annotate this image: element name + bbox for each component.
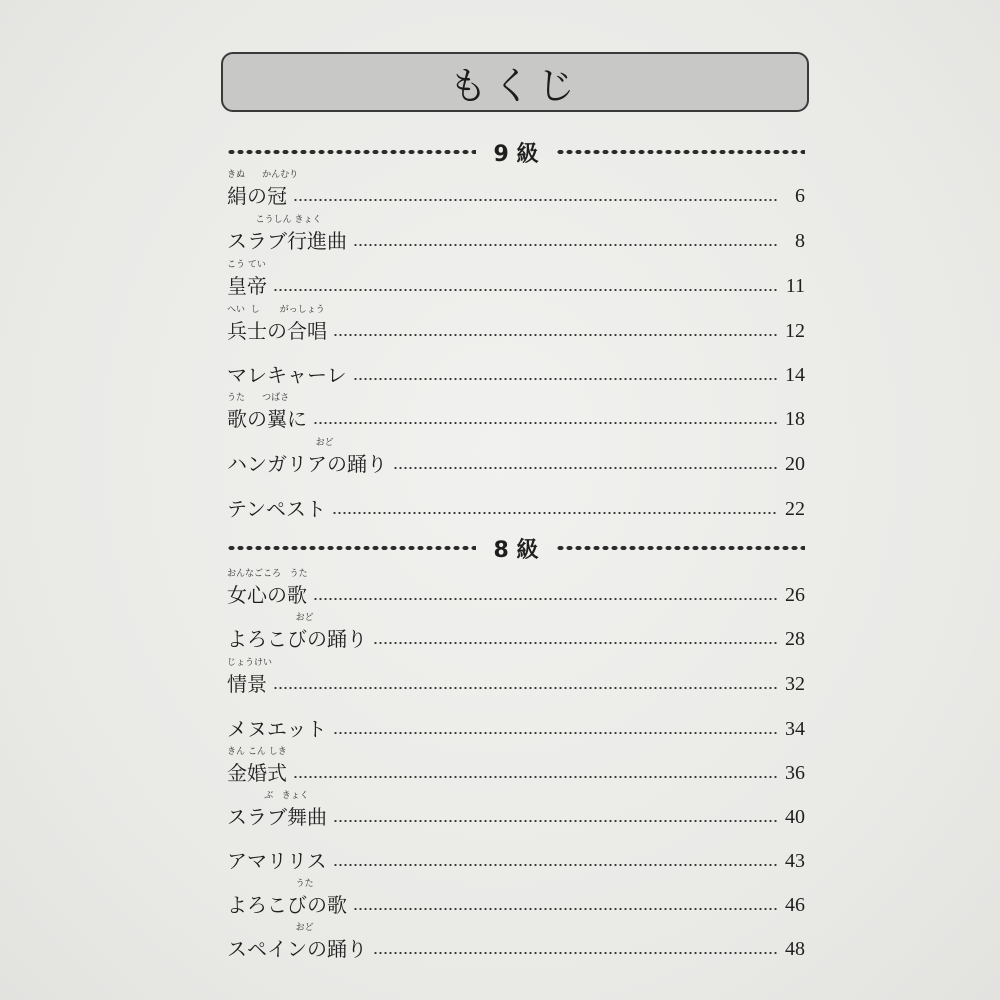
- entry-title: 金婚式: [227, 761, 287, 785]
- dot-leader: [353, 243, 777, 247]
- dot-leader: [313, 597, 777, 601]
- entry-title: 歌の翼に: [227, 407, 307, 431]
- entry-title: スラブ行進曲: [227, 229, 347, 253]
- toc-entry[interactable]: [227, 873, 805, 917]
- page-number: 32: [785, 673, 805, 695]
- entry-title: テンペスト: [227, 497, 326, 521]
- furigana: おど: [227, 438, 334, 448]
- entry-title: 兵士の合唱: [227, 319, 327, 343]
- dot-leader: [293, 775, 777, 779]
- furigana: おど: [227, 923, 314, 933]
- dot-leader: [313, 421, 777, 425]
- furigana: きん こん しき: [227, 747, 287, 757]
- entry-title: アマリリス: [227, 849, 327, 873]
- toc-entry[interactable]: [227, 209, 805, 253]
- furigana: きぬ かんむり: [227, 170, 299, 180]
- page-number: 12: [785, 320, 805, 342]
- page-number: 26: [785, 584, 805, 606]
- entry-title: 皇帝: [227, 274, 267, 298]
- toc-entry[interactable]: [227, 917, 805, 961]
- page-number: 22: [785, 498, 805, 520]
- page-number: 18: [785, 408, 805, 430]
- page-number: 43: [785, 850, 805, 872]
- entry-title: 情景: [227, 672, 267, 696]
- furigana: こう てい: [227, 260, 266, 270]
- dot-leader: [333, 863, 777, 867]
- grade-heading-9: [227, 137, 805, 167]
- furigana: うた: [227, 879, 314, 889]
- entry-title: よろこびの踊り: [227, 627, 367, 651]
- entry-title: ハンガリアの踊り: [227, 452, 387, 476]
- toc-entry[interactable]: [227, 254, 805, 298]
- furigana: おんなごころ うた: [227, 569, 308, 579]
- page-number: 6: [795, 185, 805, 207]
- dot-leader: [273, 686, 777, 690]
- entry-title: スラブ舞曲: [227, 805, 327, 829]
- furigana: うた つばさ: [227, 393, 290, 403]
- wave-divider-right: [556, 544, 805, 552]
- page-number: 14: [785, 364, 805, 386]
- furigana: へい し がっしょう: [227, 305, 325, 315]
- page-number: 20: [785, 453, 805, 475]
- toc-entry[interactable]: [227, 652, 805, 696]
- dot-leader: [333, 333, 777, 337]
- page-number: 48: [785, 938, 805, 960]
- entry-title: 女心の歌: [227, 583, 307, 607]
- toc-entry[interactable]: [227, 785, 805, 829]
- furigana: じょうけい: [227, 658, 273, 668]
- toc-entry[interactable]: [227, 477, 805, 521]
- dot-leader: [353, 907, 777, 911]
- dot-leader: [273, 288, 777, 292]
- dot-leader: [333, 731, 777, 735]
- page-number: 34: [785, 718, 805, 740]
- page-number: 8: [795, 230, 805, 252]
- toc-entry[interactable]: [227, 563, 805, 607]
- dot-leader: [333, 819, 777, 823]
- toc-entry[interactable]: [227, 741, 805, 785]
- dot-leader: [353, 377, 777, 381]
- toc-entry[interactable]: [227, 299, 805, 343]
- grade-heading-8: [227, 533, 805, 563]
- grade-label: 8 級: [493, 537, 539, 563]
- furigana: こうしん きょく: [227, 215, 322, 225]
- entry-title: スペインの踊り: [227, 937, 367, 961]
- dot-leader: [373, 641, 777, 645]
- dot-leader: [393, 466, 777, 470]
- wave-divider-right: [556, 148, 805, 156]
- page-number: 40: [785, 806, 805, 828]
- page-number: 11: [785, 275, 805, 297]
- page-number: 28: [785, 628, 805, 650]
- furigana: おど: [227, 613, 314, 623]
- page-number: 46: [785, 894, 805, 916]
- toc-entry[interactable]: [227, 829, 805, 873]
- dot-leader: [293, 198, 777, 202]
- wave-divider-left: [227, 544, 476, 552]
- page-number: 36: [785, 762, 805, 784]
- toc-entry[interactable]: [227, 343, 805, 387]
- toc-entry[interactable]: [227, 387, 805, 431]
- wave-divider-left: [227, 148, 476, 156]
- entry-title: よろこびの歌: [227, 893, 347, 917]
- toc-title-box: [221, 52, 809, 112]
- entry-title: メヌエット: [227, 717, 327, 741]
- dot-leader: [332, 511, 777, 515]
- toc-entry[interactable]: [227, 432, 805, 476]
- toc-title: もくじ: [448, 63, 581, 108]
- furigana: ぶ きょく: [227, 791, 309, 801]
- entry-title: マレキャーレ: [227, 363, 347, 387]
- dot-leader: [373, 951, 777, 955]
- toc-entry[interactable]: [227, 164, 805, 208]
- toc-entry[interactable]: [227, 697, 805, 741]
- toc-entry[interactable]: [227, 607, 805, 651]
- entry-title: 絹の冠: [227, 184, 287, 208]
- grade-label: 9 級: [493, 141, 539, 167]
